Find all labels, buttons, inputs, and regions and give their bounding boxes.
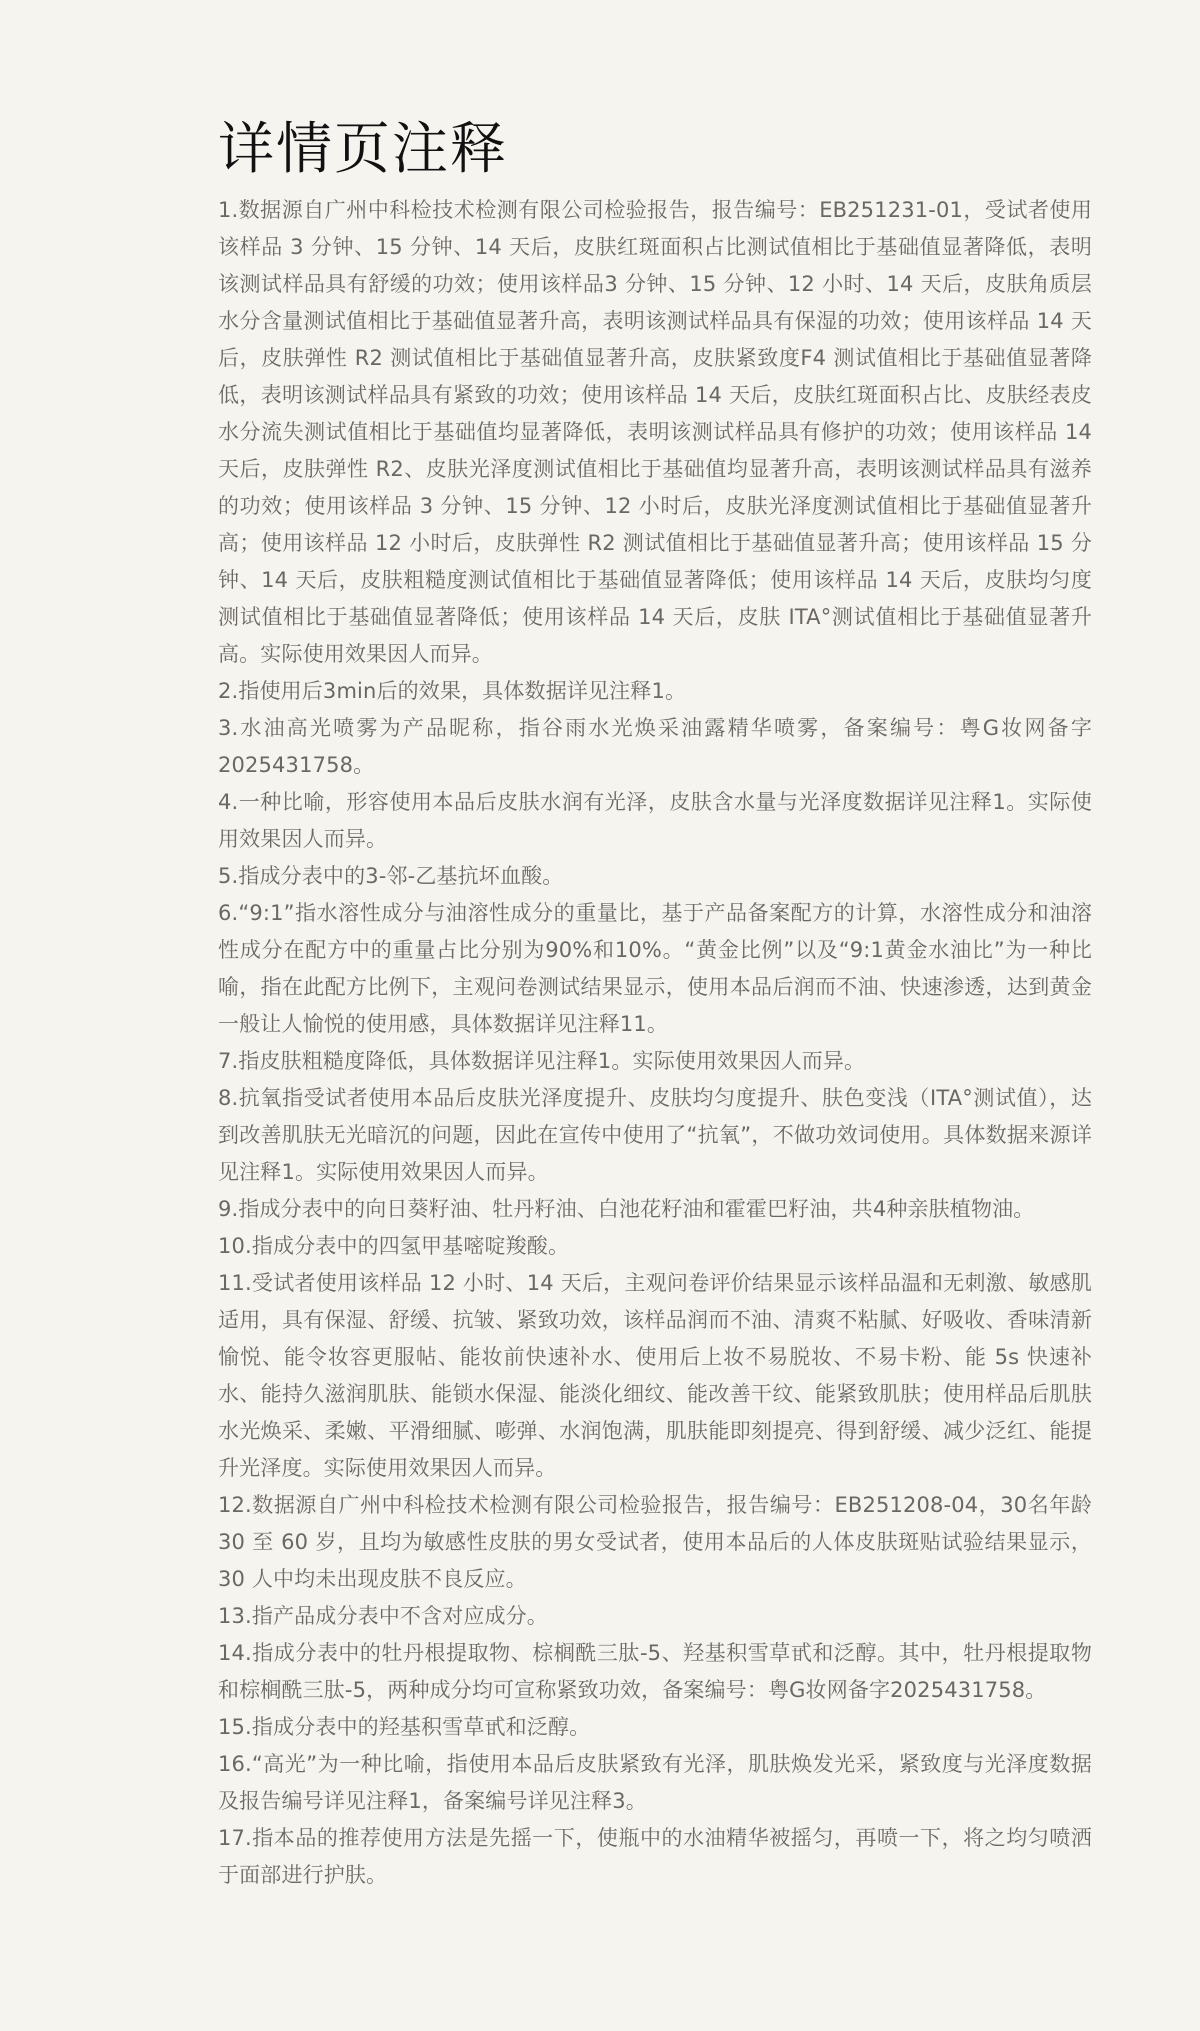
- note-5: 5.指成分表中的3-邻-乙基抗坏血酸。: [218, 864, 564, 888]
- note-15: 15.指成分表中的羟基积雪草甙和泛醇。: [218, 1715, 591, 1739]
- notes-list: [218, 192, 1092, 1894]
- note-3: 3.水油高光喷雾为产品昵称，指谷雨水光焕采油露精华喷雾，备案编号：粤G妆网备字2025431758。: [218, 716, 1092, 777]
- note-4: 4.一种比喻，形容使用本品后皮肤水润有光泽，皮肤含水量与光泽度数据详见注释1。实际使用效果因人而异。: [218, 790, 1092, 851]
- note-11: 11.受试者使用该样品 12 小时、14 天后，主观问卷评价结果显示该样品温和无刺激、敏感肌适用，具有保湿、舒缓、抗皱、紧致功效，该样品润而不油、清爽不粘腻、好吸收、香味清新愉悦、能令妆容更服帖、能妆前快速补水、使用后上妆不易脱妆、不易卡粉、能 5s 快速补水、能持久滋润肌肤、能锁水保湿、能淡化细纹、能改善干纹、能紧致肌肤；使用样品后肌肤水光焕采、柔嫩、平滑细腻、嘭弹、水润饱满，肌肤能即刻提亮、得到舒缓、减少泛红、能提升光泽度。实际使用效果因人而异。: [218, 1271, 1092, 1480]
- note-12: 12.数据源自广州中科检技术检测有限公司检验报告，报告编号：EB251208-04，30名年龄 30 至 60 岁，且均为敏感性皮肤的男女受试者，使用本品后的人体皮肤斑贴试验结果显示，30 人中均未出现皮肤不良反应。: [218, 1493, 1092, 1591]
- note-16: 16.“高光”为一种比喻，指使用本品后皮肤紧致有光泽，肌肤焕发光采，紧致度与光泽度数据及报告编号详见注释1，备案编号详见注释3。: [218, 1752, 1092, 1813]
- note-6: 6.“9:1”指水溶性成分与油溶性成分的重量比，基于产品备案配方的计算，水溶性成分和油溶性成分在配方中的重量占比分别为90%和10%。“黄金比例”以及“9:1黄金水油比”为一种比喻，指在此配方比例下，主观问卷测试结果显示，使用本品后润而不油、快速渗透，达到黄金一般让人愉悦的使用感，具体数据详见注释11。: [218, 901, 1092, 1036]
- note-14: 14.指成分表中的牡丹根提取物、棕榈酰三肽-5、羟基积雪草甙和泛醇。其中，牡丹根提取物和棕榈酰三肽-5，两种成分均可宣称紧致功效，备案编号：粤G妆网备字2025431758。: [218, 1641, 1092, 1702]
- note-10: 10.指成分表中的四氢甲基嘧啶羧酸。: [218, 1234, 570, 1258]
- note-1: 1.数据源自广州中科检技术检测有限公司检验报告，报告编号：EB251231-01，受试者使用该样品 3 分钟、15 分钟、14 天后，皮肤红斑面积占比测试值相比于基础值显著降低，表明该测试样品具有舒缓的功效；使用该样品3 分钟、15 分钟、12 小时、14 天后，皮肤角质层水分含量测试值相比于基础值显著升高，表明该测试样品具有保湿的功效；使用该样品 14 天后，皮肤弹性 R2 测试值相比于基础值显著升高，皮肤紧致度F4 测试值相比于基础值显著降低，表明该测试样品具有紧致的功效；使用该样品 14 天后，皮肤红斑面积占比、皮肤经表皮水分流失测试值相比于基础值均显著降低，表明该测试样品具有修护的功效；使用该样品 14 天后，皮肤弹性 R2、皮肤光泽度测试值相比于基础值均显著升高，表明该测试样品具有滋养的功效；使用该样品 3 分钟、15 分钟、12 小时后，皮肤光泽度测试值相比于基础值显著升高；使用该样品 12 小时后，皮肤弹性 R2 测试值相比于基础值显著升高；使用该样品 15 分钟、14 天后，皮肤粗糙度测试值相比于基础值显著降低；使用该样品 14 天后，皮肤均匀度测试值相比于基础值显著降低；使用该样品 14 天后，皮肤 ITA°测试值相比于基础值显著升高。实际使用效果因人而异。: [218, 198, 1092, 666]
- note-9: 9.指成分表中的向日葵籽油、牡丹籽油、白池花籽油和霍霍巴籽油，共4种亲肤植物油。: [218, 1197, 1035, 1221]
- note-8: 8.抗氧指受试者使用本品后皮肤光泽度提升、皮肤均匀度提升、肤色变浅（ITA°测试值），达到改善肌肤无光暗沉的问题，因此在宣传中使用了“抗氧”，不做功效词使用。具体数据来源详见注释1。实际使用效果因人而异。: [218, 1086, 1092, 1184]
- note-17: 17.指本品的推荐使用方法是先摇一下，使瓶中的水油精华被摇匀，再喷一下，将之均匀喷洒于面部进行护肤。: [218, 1826, 1092, 1887]
- note-13: 13.指产品成分表中不含对应成分。: [218, 1604, 548, 1628]
- note-7: 7.指皮肤粗糙度降低，具体数据详见注释1。实际使用效果因人而异。: [218, 1049, 866, 1073]
- note-2: 2.指使用后3min后的效果，具体数据详见注释1。: [218, 679, 687, 703]
- page-title: 详情页注释: [218, 116, 508, 182]
